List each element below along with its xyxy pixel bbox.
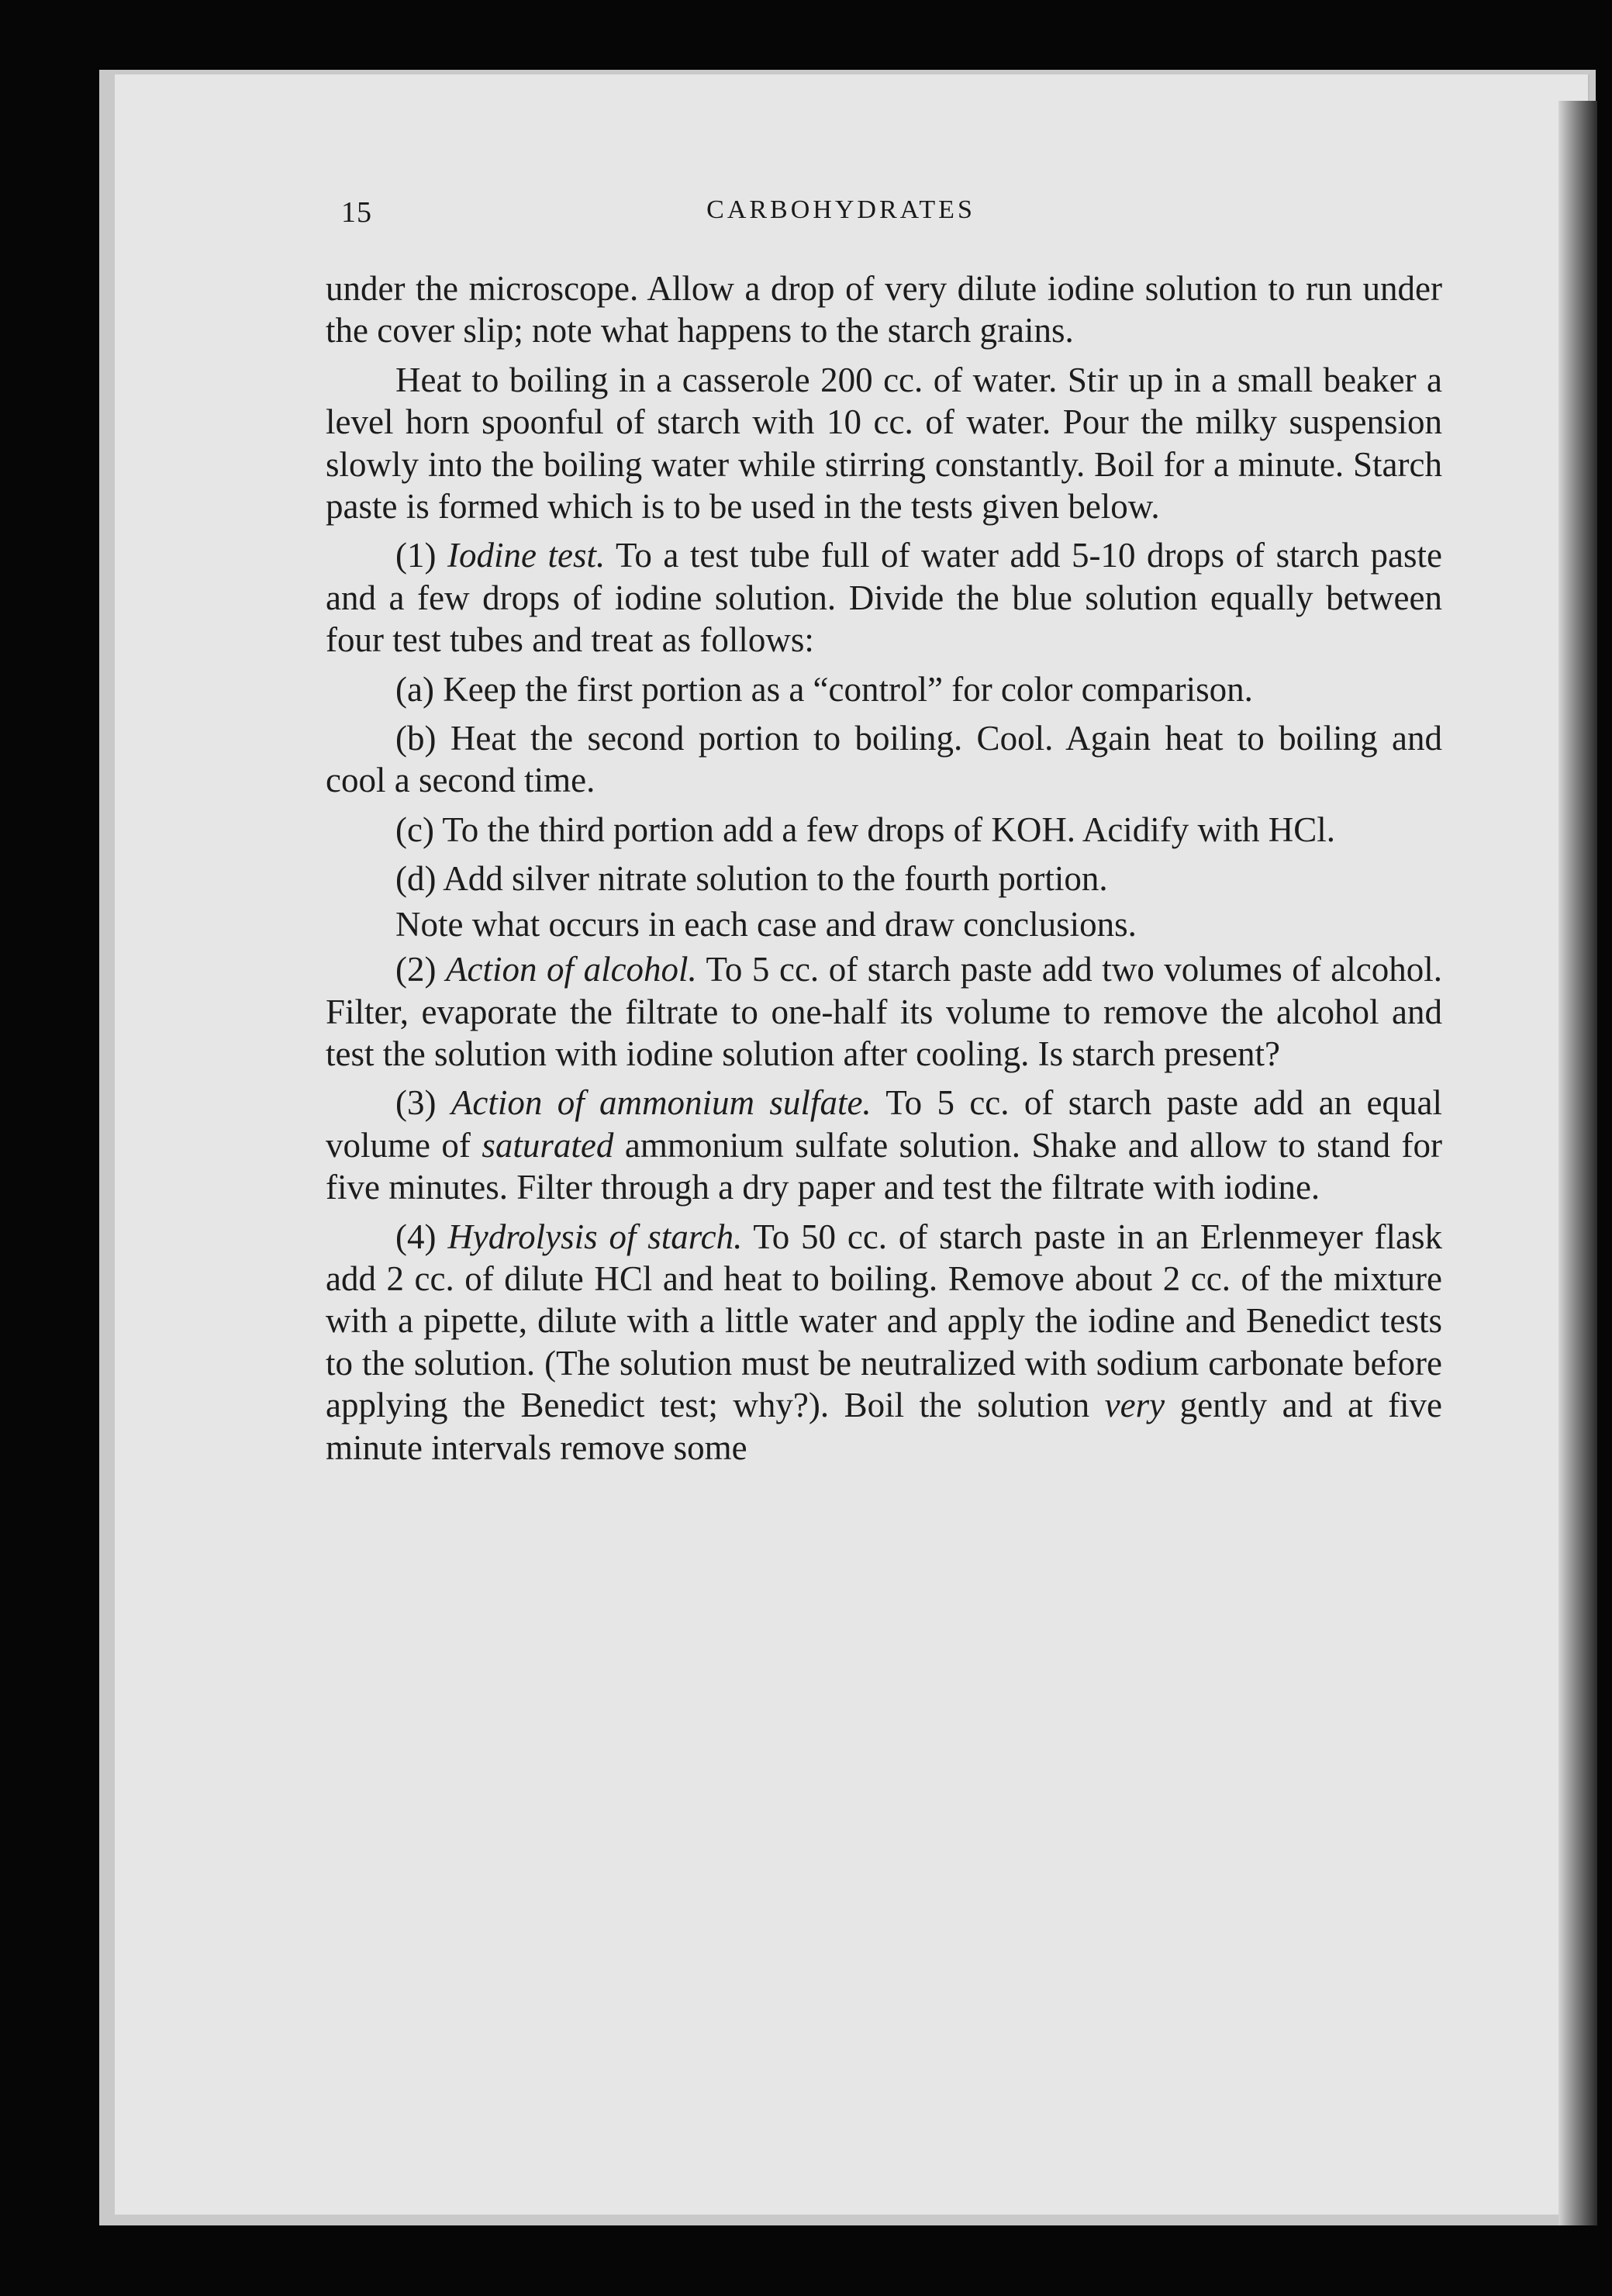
- test-title: Iodine test.: [447, 536, 606, 575]
- step-a: (a) Keep the first portion as a “control” for color comparison.: [395, 669, 1253, 709]
- paragraph-note: Note what occurs in each case and draw conclusions.: [395, 904, 1137, 944]
- emphasis: saturated: [482, 1125, 614, 1165]
- step-c: (c) To the third portion add a few drops of KOH. Acidify with HCl.: [395, 810, 1336, 849]
- body-text: [326, 268, 1442, 1476]
- test-number: (1): [395, 536, 437, 575]
- test-number: (3): [395, 1083, 437, 1123]
- running-head: [0, 195, 1612, 242]
- paragraph-action-ammonium-sulfate: [326, 1082, 1442, 1208]
- test-text: To 5 cc. of starch paste add two volumes of alcohol. Filter, evaporate the filtrate to one-half its volume to remove the alcohol and test the solution with iodine solution after cooling. Is starch present?: [326, 950, 1443, 1073]
- emphasis: very: [1104, 1386, 1165, 1425]
- test-text: To 5 cc. of starch paste add an equal volume of: [326, 1083, 1442, 1165]
- paragraph-starch-paste: Heat to boiling in a casserole 200 cc. of water. Stir up in a small beaker a level horn spoonful of starch with 10 cc. of water. Pour the milky suspension slowly into the boiling water while stirring constantly. Boil for a minute. Starch paste is formed which is to be used in the tests given below.: [326, 360, 1442, 527]
- test-title: Action of alcohol.: [446, 950, 697, 989]
- page-number: 15: [341, 196, 372, 229]
- paragraph-iodine-test: [326, 534, 1442, 661]
- test-text: To a test tube full of water add 5-10 drops of starch paste and a few drops of iodine solution. Divide the blue solution equally between four test tubes and treat as follows:: [326, 536, 1443, 660]
- test-text: gently and at five minute intervals remove some: [326, 1386, 1443, 1467]
- test-text: ammonium sulfate solution. Shake and allow to stand for five minutes. Filter through a dry paper and test the filtrate with iodine.: [326, 1125, 1443, 1207]
- test-text: To 50 cc. of starch paste in an Erlenmeyer flask add 2 cc. of dilute HCl and heat to boiling. Remove about 2 cc. of the mixture with a pipette, dilute with a little water and apply the iodine and Benedict tests to the solution. (The solution must be neutralized with sodium carbonate before applying the Benedict test; why?). Boil the solution: [326, 1217, 1443, 1425]
- paragraph-microscope: under the microscope. Allow a drop of very dilute iodine solution to run under the cover slip; note what happens to the starch grains.: [326, 269, 1442, 350]
- test-title: Hydrolysis of starch.: [447, 1217, 743, 1256]
- paragraph-hydrolysis: [326, 1216, 1442, 1469]
- test-number: (4): [395, 1217, 437, 1256]
- page-right-edge: [1558, 101, 1597, 2225]
- test-title: Action of ammonium sulfate.: [450, 1083, 872, 1123]
- step-d: (d) Add silver nitrate solution to the fourth portion.: [395, 859, 1108, 899]
- test-number: (2): [395, 950, 437, 989]
- paragraph-action-alcohol: [326, 948, 1442, 1075]
- step-b: (b) Heat the second portion to boiling. Cool. Again heat to boiling and cool a second time.: [326, 719, 1442, 800]
- section-title: CARBOHYDRATES: [706, 195, 975, 224]
